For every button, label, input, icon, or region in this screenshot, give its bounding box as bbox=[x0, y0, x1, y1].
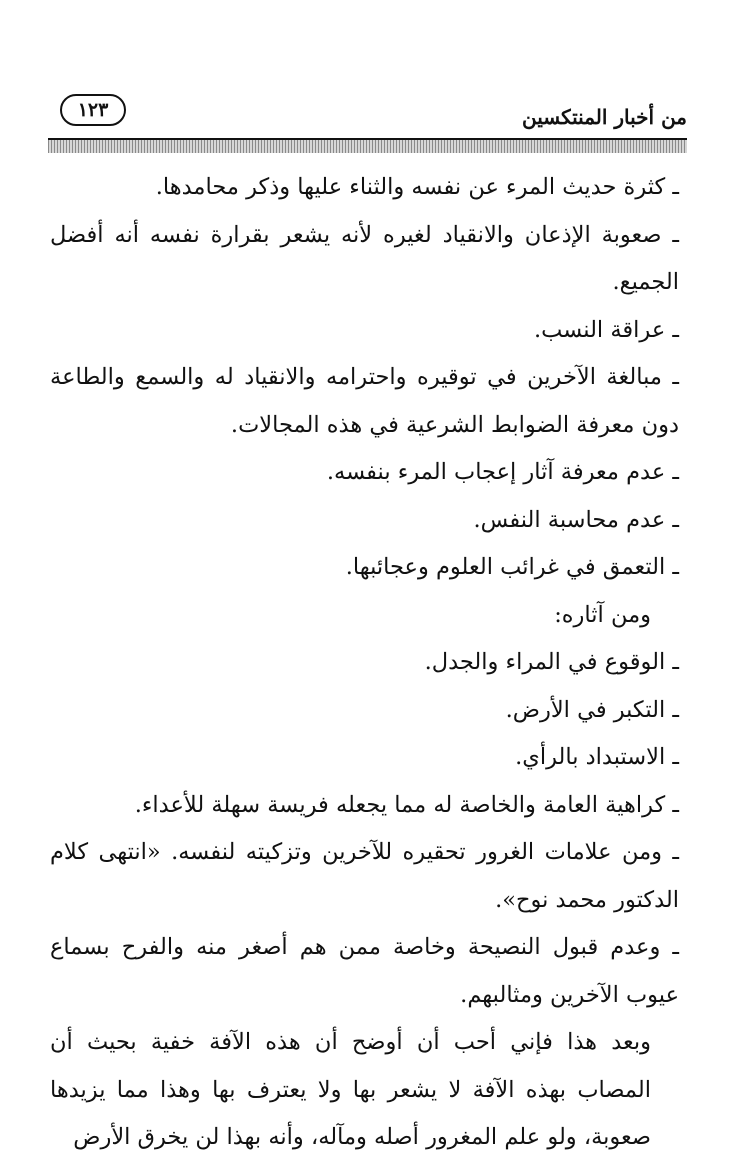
body-text bbox=[50, 164, 679, 1162]
paragraph: ـ صعوبة الإذعان والانقياد لغيره لأنه يشعر بقرارة نفسه أنه أفضل الجميع. bbox=[50, 221, 679, 295]
section-heading: ومن آثاره: bbox=[554, 601, 651, 628]
paragraph: ـ ومن علامات الغرور تحقيره للآخرين وتزكيته لنفسه. «انتهى كلام الدكتور محمد نوح». bbox=[50, 839, 679, 913]
paragraph: ـ مبالغة الآخرين في توقيره واحترامه والانقياد له والسمع والطاعة دون معرفة الضوابط الشرعية في هذه المجالات. bbox=[50, 364, 679, 438]
page-header bbox=[48, 92, 687, 132]
paragraph: ـ التكبر في الأرض. bbox=[505, 696, 679, 723]
paragraph: ـ عراقة النسب. bbox=[533, 316, 679, 343]
running-title: من أخبار المنتكسين bbox=[522, 105, 687, 129]
paragraph: ـ كثرة حديث المرء عن نفسه والثناء عليها وذكر محامدها. bbox=[155, 174, 679, 200]
paragraph: وبعد هذا فإني أحب أن أوضح أن هذه الآفة خفية بحيث أن المصاب بهذه الآفة لا يشعر بها ولا يعترف بها وهذا مما يزيدها صعوبة، ولو علم المغرور أصله ومآله، وأنه بهذا لن يخرق الأرض bbox=[50, 1029, 651, 1150]
paragraph: ـ التعمق في غرائب العلوم وعجائبها. bbox=[345, 554, 679, 580]
paragraph: ـ الاستبداد بالرأي. bbox=[515, 744, 679, 770]
paragraph: ـ وعدم قبول النصيحة وخاصة ممن هم أصغر منه والفرح بسماع عيوب الآخرين ومثالبهم. bbox=[50, 934, 679, 1008]
paragraph: ـ عدم محاسبة النفس. bbox=[473, 506, 679, 533]
paragraph: ـ كراهية العامة والخاصة له مما يجعله فريسة سهلة للأعداء. bbox=[134, 791, 679, 818]
page-number: ١٢٣ bbox=[60, 94, 126, 126]
header-divider bbox=[48, 138, 687, 153]
paragraph: ـ عدم معرفة آثار إعجاب المرء بنفسه. bbox=[326, 459, 679, 485]
paragraph: ـ الوقوع في المراء والجدل. bbox=[424, 649, 679, 675]
